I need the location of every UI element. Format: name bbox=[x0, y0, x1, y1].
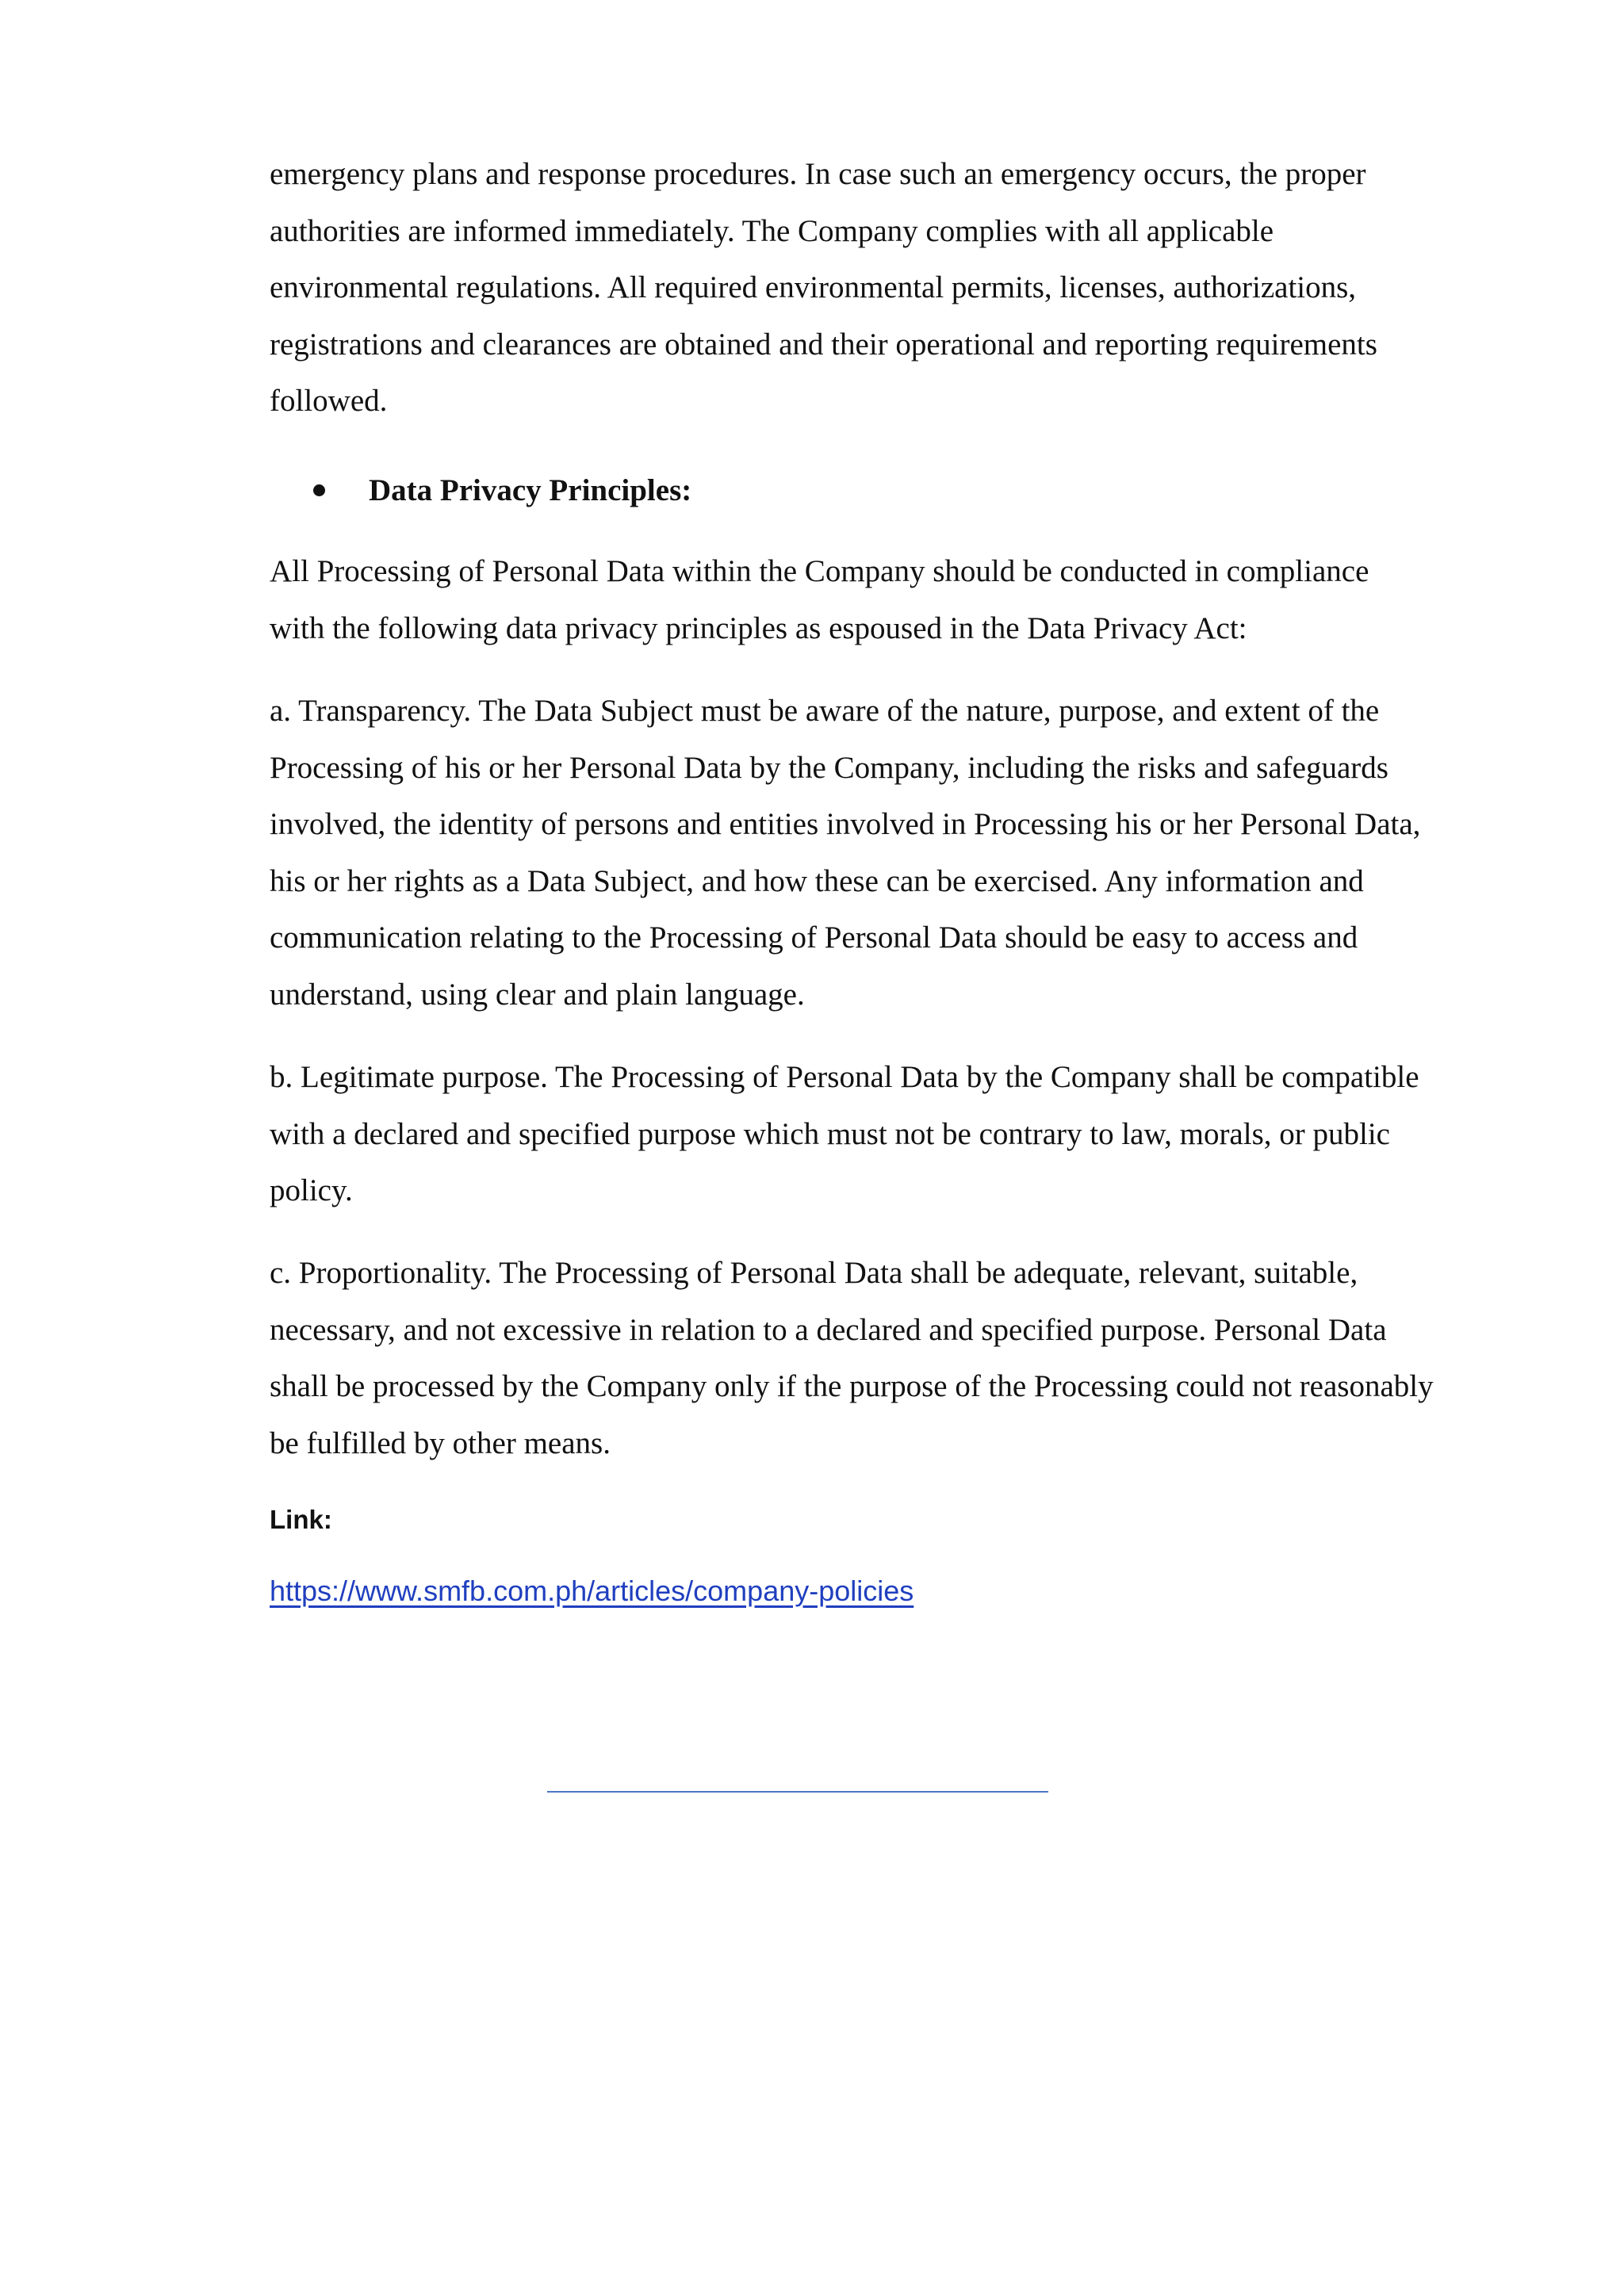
paragraph-line: his or her rights as a Data Subject, and how these can be exercised. Any information and bbox=[270, 863, 1364, 898]
paragraph-line: emergency plans and response procedures. In case such an emergency occurs, the proper bbox=[270, 157, 1366, 191]
paragraph-line: involved, the identity of persons and entities involved in Processing his or her Personal Data, bbox=[270, 807, 1421, 841]
paragraph-line: followed. bbox=[270, 384, 388, 418]
principle-legitimate-purpose bbox=[270, 1049, 1419, 1219]
section-heading-item bbox=[313, 458, 691, 522]
bullet-icon bbox=[313, 484, 325, 496]
principle-proportionality bbox=[270, 1245, 1434, 1471]
paragraph-line: environmental regulations. All required environmental permits, licenses, authorizations, bbox=[270, 270, 1357, 304]
paragraph-line: registrations and clearances are obtained and their operational and reporting requirements bbox=[270, 327, 1377, 362]
paragraph-line: authorities are informed immediately. The Company complies with all applicable bbox=[270, 213, 1274, 248]
paragraph-line: with the following data privacy principles as espoused in the Data Privacy Act: bbox=[270, 610, 1247, 645]
paragraph-line: understand, using clear and plain language. bbox=[270, 977, 805, 1012]
paragraph-line: a. Transparency. The Data Subject must be aware of the nature, purpose, and extent of the bbox=[270, 694, 1380, 728]
paragraph-line: policy. bbox=[270, 1173, 353, 1207]
paragraph-line: shall be processed by the Company only if the purpose of the Processing could not reasonably bbox=[270, 1369, 1434, 1403]
paragraph-line: with a declared and specified purpose which must not be contrary to law, morals, or public bbox=[270, 1116, 1390, 1151]
paragraph-line: Processing of his or her Personal Data by the Company, including the risks and safeguards bbox=[270, 750, 1388, 785]
company-policies-link[interactable]: https://www.smfb.com.ph/articles/company-policies bbox=[270, 1575, 914, 1607]
paragraph-line: c. Proportionality. The Processing of Personal Data shall be adequate, relevant, suitable, bbox=[270, 1256, 1358, 1290]
paragraph-line: communication relating to the Processing of Personal Data should be easy to access and bbox=[270, 920, 1358, 955]
principle-transparency bbox=[270, 683, 1420, 1023]
paragraph-line: necessary, and not excessive in relation to a declared and specified purpose. Personal Data bbox=[270, 1312, 1387, 1347]
paragraph-line: All Processing of Personal Data within the Company should be conducted in compliance bbox=[270, 554, 1369, 588]
section-heading: Data Privacy Principles: bbox=[369, 473, 692, 507]
intro-paragraph bbox=[270, 146, 1377, 430]
paragraph-line: b. Legitimate purpose. The Processing of Personal Data by the Company shall be compatible bbox=[270, 1060, 1419, 1094]
link-label: Link: bbox=[270, 1505, 332, 1534]
horizontal-divider bbox=[547, 1791, 1048, 1793]
lead-paragraph bbox=[270, 543, 1369, 656]
paragraph-line: be fulfilled by other means. bbox=[270, 1425, 611, 1460]
